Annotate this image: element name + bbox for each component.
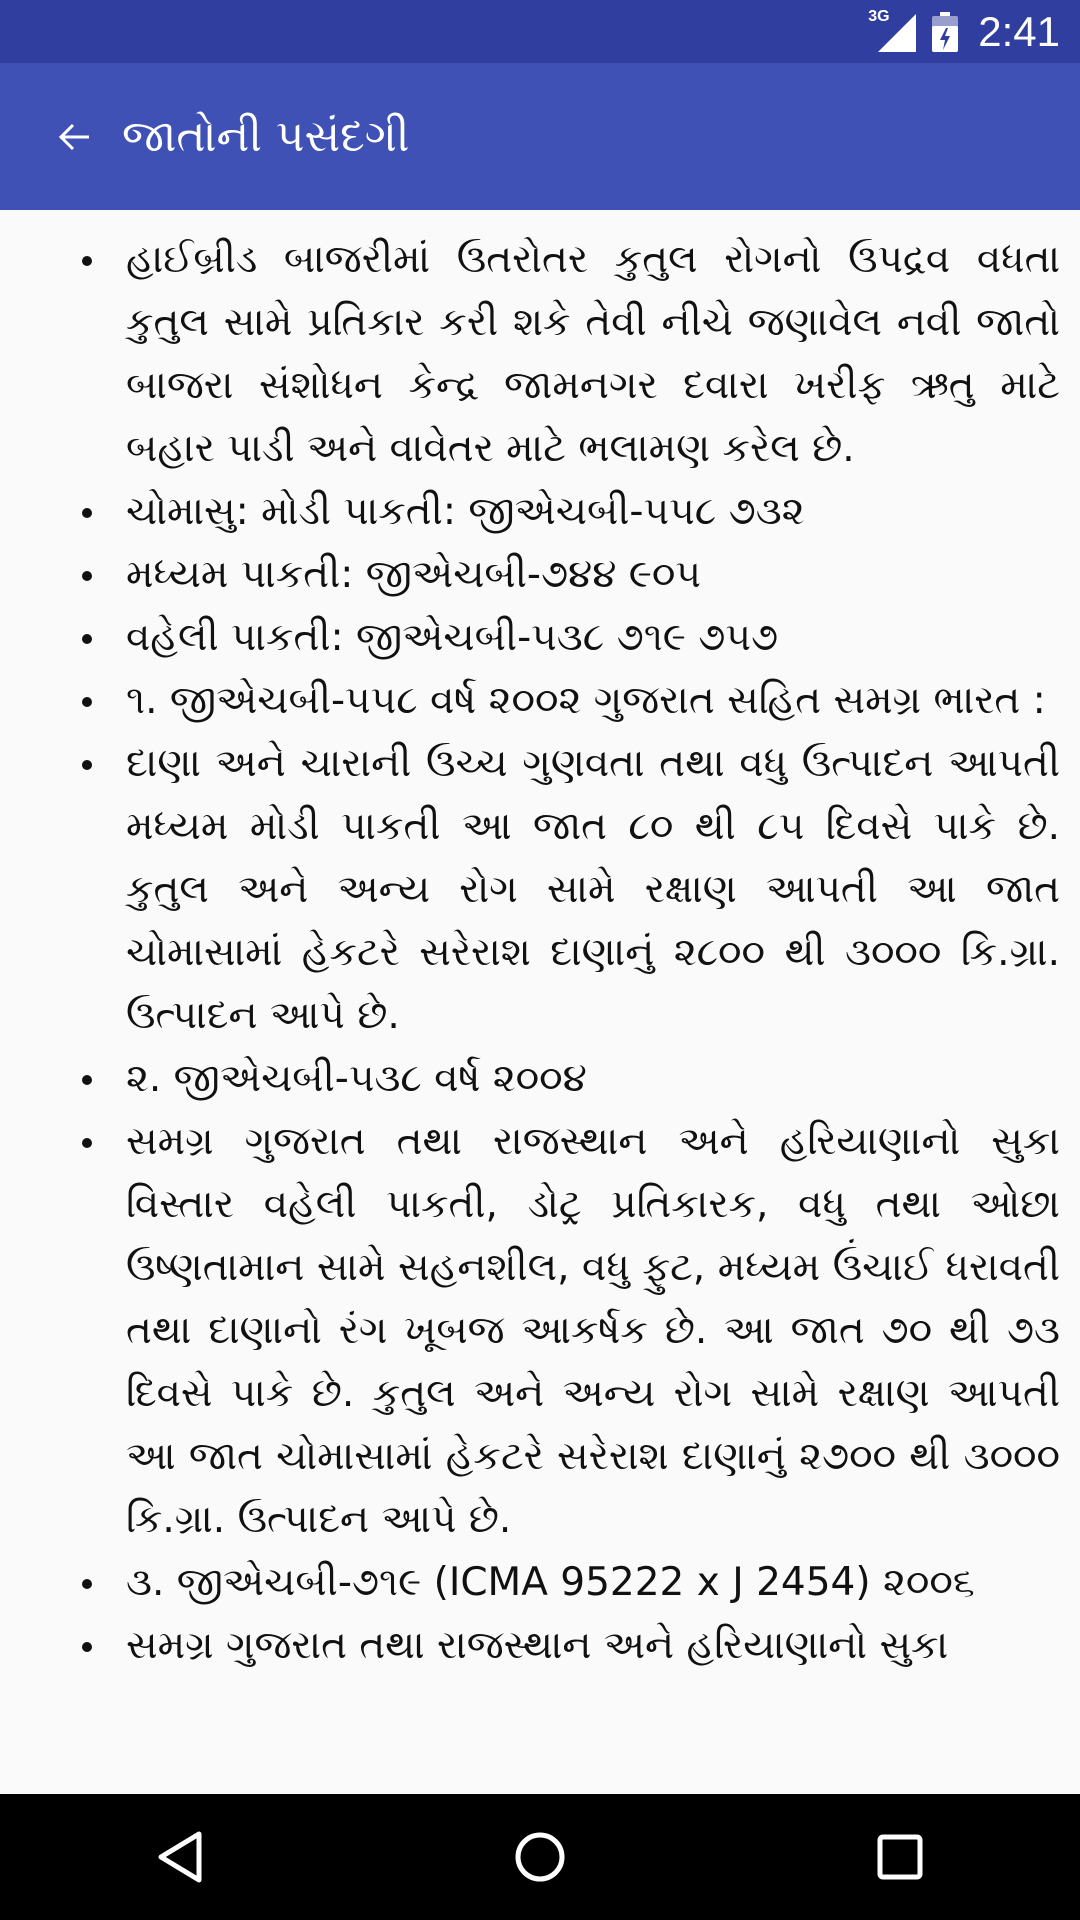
list-item: ૨. જીએચબી-૫૩૮ વર્ષ ૨૦૦૪ (126, 1047, 1060, 1110)
list-item: સમગ્ર ગુજરાત તથા રાજસ્થાન અને હરિયાણાનો સુકા વિસ્તાર વહેલી પાકતી, ડોટ્ર પ્રતિકારક, વધુ તથા ઓછા ઉષ્ણતામાન સામે સહનશીલ, વધુ ફુટ, મધ્યમ ઉંચાઈ ધરાવતી તથા દાણાનો રંગ ખૂબજ આકર્ષક છે. આ જાત ૭૦ થી ૭૩ દિવસે પાકે છે. કુતુલ અને અન્ય રોગ સામે રક્ષાણ આપતી આ જાત ચોમાસામાં હેકટરે સરેરાશ દાણાનું ૨૭૦૦ થી ૩૦૦૦ કિ.ગ્રા. ઉત્પાદન આપે છે. (126, 1110, 1060, 1551)
nav-home-button[interactable] (480, 1797, 600, 1917)
battery-icon (932, 12, 958, 52)
network-type-label: 3G (868, 7, 890, 25)
nav-back-icon (155, 1830, 205, 1884)
navigation-bar (0, 1794, 1080, 1920)
signal-icon (868, 7, 918, 54)
status-icons (868, 0, 1060, 63)
list-item: મધ્યમ પાકતી: જીએચબી-૭૪૪ ૯૦૫ (126, 543, 1060, 606)
nav-back-button[interactable] (120, 1797, 240, 1917)
list-item: હાઈબ્રીડ બાજરીમાં ઉતરોતર કુતુલ રોગનો ઉપદ્રવ વધતા કુતુલ સામે પ્રતિકાર કરી શકે તેવી નીચે જણાવેલ નવી જાતો બાજરા સંશોધન કેન્દ્ર જામનગર દવારા ખરીફ ઋતુ માટે બહાર પાડી અને વાવેતર માટે ભલામણ કરેલ છે. (126, 210, 1060, 480)
nav-recents-icon (875, 1832, 925, 1882)
list-item: ૩. જીએચબી-૭૧૯ (ICMA 95222 x J 2454) ૨૦૦૬ (126, 1551, 1060, 1614)
app-bar (0, 63, 1080, 210)
page-title: જાતોની પસંદગી (122, 111, 410, 162)
variety-list (0, 210, 1080, 1677)
content-scroll[interactable] (0, 210, 1080, 1760)
status-bar (0, 0, 1080, 63)
nav-recents-button[interactable] (840, 1797, 960, 1917)
list-item: સમગ્ર ગુજરાત તથા રાજસ્થાન અને હરિયાણાનો સુકા (126, 1614, 1060, 1677)
list-item: વહેલી પાકતી: જીએચબી-૫૩૮ ૭૧૯ ૭૫૭ (126, 606, 1060, 669)
list-item: ૧. જીએચબી-૫૫૮ વર્ષ ૨૦૦૨ ગુજરાત સહિત સમગ્ર ભારત : (126, 669, 1060, 732)
list-item: ચોમાસુ: મોડી પાકતી: જીએચબી-૫૫૮ ૭૩૨ (126, 480, 1060, 543)
list-item: દાણા અને ચારાની ઉચ્ચ ગુણવતા તથા વધુ ઉત્પાદન આપતી મધ્યમ મોડી પાકતી આ જાત ૮૦ થી ૮૫ દિવસે પાકે છે. કુતુલ અને અન્ય રોગ સામે રક્ષાણ આપતી આ જાત ચોમાસામાં હેકટરે સરેરાશ દાણાનું ૨૮૦૦ થી ૩૦૦૦ કિ.ગ્રા. ઉત્પાદન આપે છે. (126, 732, 1060, 1047)
nav-home-icon (513, 1830, 567, 1884)
back-button[interactable] (40, 102, 110, 172)
status-clock: 2:41 (978, 8, 1060, 55)
arrow-back-icon (57, 119, 93, 155)
